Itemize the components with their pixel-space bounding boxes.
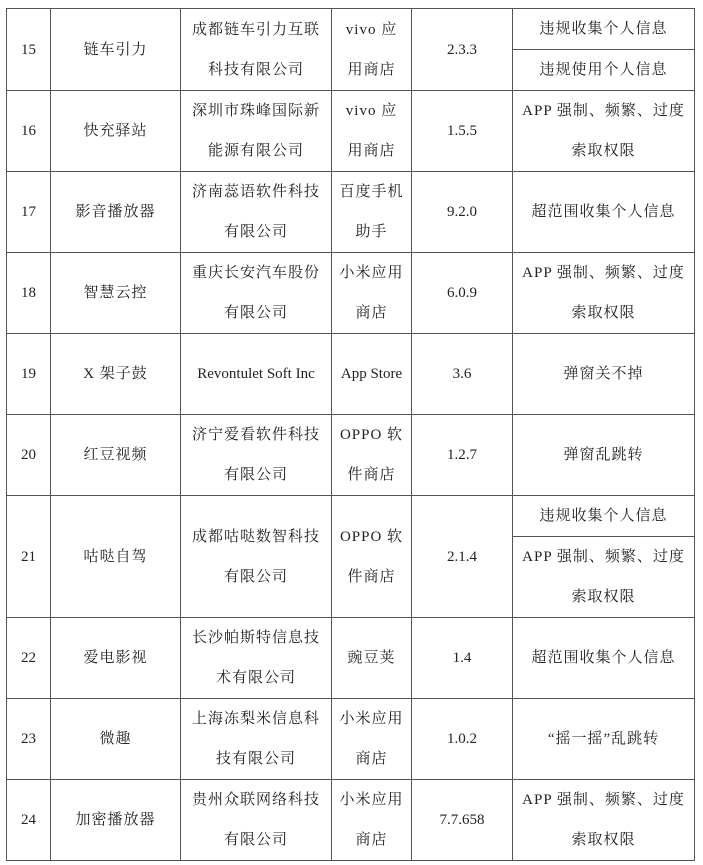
row-number: 18 <box>7 253 51 334</box>
table-row <box>7 618 695 699</box>
app-version: 3.6 <box>412 334 513 415</box>
issue: 超范围收集个人信息 <box>513 618 695 699</box>
row-number: 22 <box>7 618 51 699</box>
app-version: 1.5.5 <box>412 91 513 172</box>
app-violation-table <box>6 8 695 861</box>
app-store: App Store <box>332 334 412 415</box>
app-version: 1.0.2 <box>412 699 513 780</box>
app-name: 智慧云控 <box>51 253 181 334</box>
table-row <box>7 496 695 537</box>
issue: APP 强制、频繁、过度索取权限 <box>513 780 695 861</box>
app-name: 爱电影视 <box>51 618 181 699</box>
app-store: 小米应用商店 <box>332 699 412 780</box>
developer: 成都链车引力互联科技有限公司 <box>181 9 332 91</box>
issue: 弹窗乱跳转 <box>513 415 695 496</box>
table-row <box>7 253 695 334</box>
app-name: 咕哒自驾 <box>51 496 181 618</box>
issue: 弹窗关不掉 <box>513 334 695 415</box>
app-name: 微趣 <box>51 699 181 780</box>
issue: 违规收集个人信息 <box>513 496 695 537</box>
issue: APP 强制、频繁、过度索取权限 <box>513 91 695 172</box>
row-number: 24 <box>7 780 51 861</box>
issue: APP 强制、频繁、过度索取权限 <box>513 253 695 334</box>
app-store: OPPO 软件商店 <box>332 496 412 618</box>
app-version: 2.3.3 <box>412 9 513 91</box>
developer: 济南蕊语软件科技有限公司 <box>181 172 332 253</box>
row-number: 23 <box>7 699 51 780</box>
app-store: 小米应用商店 <box>332 780 412 861</box>
developer: 深圳市珠峰国际新能源有限公司 <box>181 91 332 172</box>
app-name: 链车引力 <box>51 9 181 91</box>
app-version: 1.2.7 <box>412 415 513 496</box>
developer: 上海冻梨米信息科技有限公司 <box>181 699 332 780</box>
app-store: 小米应用商店 <box>332 253 412 334</box>
developer: 长沙帕斯特信息技术有限公司 <box>181 618 332 699</box>
table-row <box>7 9 695 50</box>
developer: 贵州众联网络科技有限公司 <box>181 780 332 861</box>
table-row <box>7 415 695 496</box>
developer: 成都咕哒数智科技有限公司 <box>181 496 332 618</box>
issue: 违规收集个人信息 <box>513 9 695 50</box>
table-row <box>7 699 695 780</box>
app-store: OPPO 软件商店 <box>332 415 412 496</box>
issue: 违规使用个人信息 <box>513 50 695 91</box>
app-store: vivo 应用商店 <box>332 9 412 91</box>
row-number: 21 <box>7 496 51 618</box>
table-row <box>7 334 695 415</box>
row-number: 17 <box>7 172 51 253</box>
app-name: 快充驿站 <box>51 91 181 172</box>
developer: 重庆长安汽车股份有限公司 <box>181 253 332 334</box>
app-name: 加密播放器 <box>51 780 181 861</box>
app-store: 百度手机助手 <box>332 172 412 253</box>
row-number: 20 <box>7 415 51 496</box>
row-number: 19 <box>7 334 51 415</box>
app-name: 红豆视频 <box>51 415 181 496</box>
table-row <box>7 780 695 861</box>
row-number: 16 <box>7 91 51 172</box>
app-version: 6.0.9 <box>412 253 513 334</box>
table-row <box>7 91 695 172</box>
app-version: 2.1.4 <box>412 496 513 618</box>
app-version: 7.7.658 <box>412 780 513 861</box>
table-row <box>7 172 695 253</box>
issue: APP 强制、频繁、过度索取权限 <box>513 537 695 618</box>
developer: Revontulet Soft Inc <box>181 334 332 415</box>
app-name: 影音播放器 <box>51 172 181 253</box>
app-version: 1.4 <box>412 618 513 699</box>
issue: 超范围收集个人信息 <box>513 172 695 253</box>
app-store: vivo 应用商店 <box>332 91 412 172</box>
app-name: X 架子鼓 <box>51 334 181 415</box>
app-version: 9.2.0 <box>412 172 513 253</box>
app-store: 豌豆荚 <box>332 618 412 699</box>
issue: “摇一摇”乱跳转 <box>513 699 695 780</box>
row-number: 15 <box>7 9 51 91</box>
developer: 济宁爱看软件科技有限公司 <box>181 415 332 496</box>
